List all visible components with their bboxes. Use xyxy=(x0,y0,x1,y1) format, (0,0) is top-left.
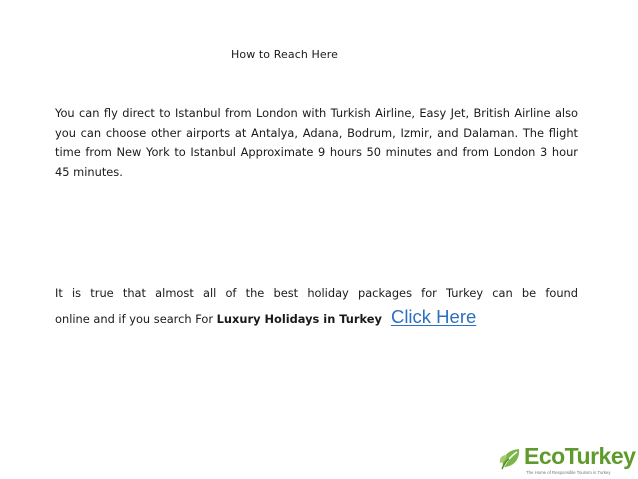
logo-tagline: The Home of Responsible Tourism in Turkey xyxy=(526,470,611,475)
luxury-holidays-bold-text: Luxury Holidays in Turkey xyxy=(216,312,382,326)
section-heading: How to Reach Here xyxy=(231,48,338,61)
holidays-paragraph-text: online and if you search For xyxy=(55,312,217,326)
click-here-link[interactable]: Click Here xyxy=(390,306,477,327)
leaf-logo-icon xyxy=(498,446,524,472)
travel-paragraph: You can fly direct to Istanbul from London with Turkish Airline, Easy Jet, British Airline also you can choose other airports at Antalya, Adana, Bodrum, Izmir, and Dalaman. The flight time from New York to Istanbul Approximate 9 hours 50 minutes and from London 3 hour 45 minutes. xyxy=(55,106,578,179)
holidays-paragraph-line1: It is true that almost all of the best holiday packages for Turkey can be found xyxy=(55,286,578,300)
logo-wordmark: EcoTurkey xyxy=(524,443,636,469)
holidays-paragraph-line2 xyxy=(55,307,578,329)
holidays-paragraph xyxy=(55,284,578,329)
ecoturkey-logo xyxy=(498,443,638,479)
